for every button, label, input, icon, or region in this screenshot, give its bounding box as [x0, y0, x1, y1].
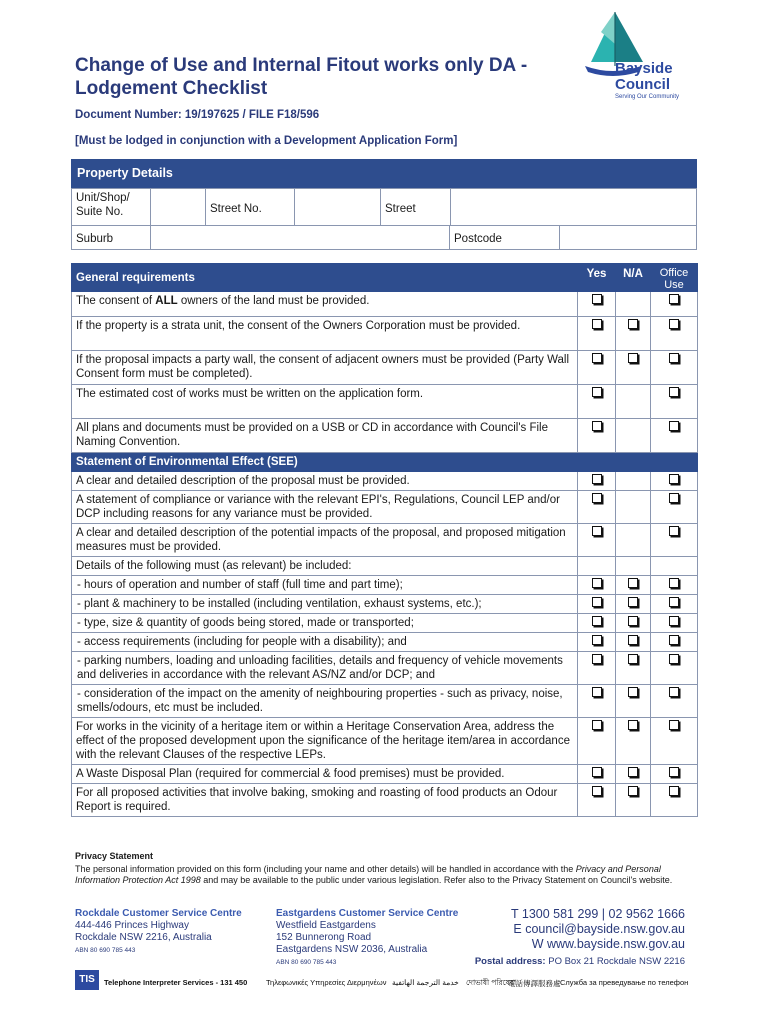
checkbox-icon[interactable] — [592, 493, 602, 503]
yes-checkbox[interactable] — [578, 633, 616, 652]
checkbox-icon[interactable] — [669, 578, 679, 588]
checklist-row — [72, 524, 698, 557]
logo-wordmark: Bayside Council — [615, 60, 673, 93]
lang-arabic: خدمة الترجمة الهاتفية — [392, 978, 459, 987]
checklist-row — [72, 685, 698, 718]
general-requirements-heading: General requirements — [72, 264, 578, 292]
requirement-text: - type, size & quantity of goods being stored, made or transported; — [72, 614, 578, 633]
na-checkbox — [616, 292, 651, 317]
checklist-row — [72, 419, 698, 453]
postal-address: Postal address: PO Box 21 Rockdale NSW 2216 — [474, 956, 685, 967]
checkbox-icon[interactable] — [592, 786, 602, 796]
requirement-text: The estimated cost of works must be written on the application form. — [72, 385, 578, 419]
checkbox-icon[interactable] — [592, 526, 602, 536]
office-use-checkbox[interactable] — [651, 491, 698, 524]
requirement-text: A Waste Disposal Plan (required for commercial & food premises) must be provided. — [72, 765, 578, 784]
yes-checkbox[interactable] — [578, 595, 616, 614]
checkbox-icon[interactable] — [592, 597, 602, 607]
checkbox-icon[interactable] — [669, 493, 679, 503]
col-na-header: N/A — [616, 264, 651, 292]
checkbox-icon[interactable] — [592, 616, 602, 626]
na-checkbox — [616, 385, 651, 419]
checkbox-icon[interactable] — [628, 635, 638, 645]
yes-checkbox[interactable] — [578, 765, 616, 784]
office-use-checkbox[interactable] — [651, 317, 698, 351]
na-checkbox[interactable] — [616, 718, 651, 765]
rockdale-title: Rockdale Customer Service Centre — [75, 908, 242, 919]
requirement-text: If the property is a strata unit, the consent of the Owners Corporation must be provided. — [72, 317, 578, 351]
yes-checkbox[interactable] — [578, 419, 616, 453]
requirement-text: The consent of ALL owners of the land must be provided. — [72, 292, 578, 317]
checkbox-icon[interactable] — [592, 387, 602, 397]
email-link[interactable]: E council@bayside.nsw.gov.au — [513, 922, 685, 936]
interpreter-service: Telephone Interpreter Services - 131 450 — [104, 978, 248, 987]
checkbox-icon[interactable] — [628, 786, 638, 796]
checkbox-icon[interactable] — [669, 635, 679, 645]
checklist-row — [72, 385, 698, 419]
street-no-label: Street No. — [205, 188, 295, 226]
requirement-text: - plant & machinery to be installed (including ventilation, exhaust systems, etc.); — [72, 595, 578, 614]
website-link[interactable]: W www.bayside.nsw.gov.au — [531, 937, 685, 951]
page-title: Change of Use and Internal Fitout works only DA - Lodgement Checklist — [75, 55, 528, 99]
na-checkbox[interactable] — [616, 685, 651, 718]
checklist-row — [72, 718, 698, 765]
na-checkbox[interactable] — [616, 784, 651, 817]
office-use-checkbox[interactable] — [651, 633, 698, 652]
checkbox-icon[interactable] — [592, 421, 602, 431]
checkbox-icon[interactable] — [628, 353, 638, 363]
see-heading: Statement of Environmental Effect (SEE) — [72, 453, 698, 472]
rockdale-centre: Rockdale Customer Service Centre 444-446 Princes Highway Rockdale NSW 2216, Australia ABN 80 690 785 443 — [75, 908, 242, 954]
privacy-text: The personal information provided on this form (including your name and other details) will be handled in accordance with the Privacy and Personal Information Protection Act 1998 and may be available to the public under various legislation. Refer also to the Privacy Statement on Council's website. — [75, 864, 673, 885]
checkbox-icon[interactable] — [592, 687, 602, 697]
lang-chinese: 電話傳譯服務處 — [508, 979, 561, 988]
yes-checkbox[interactable] — [578, 524, 616, 557]
requirement-text: - hours of operation and number of staff (full time and part time); — [72, 576, 578, 595]
na-checkbox[interactable] — [616, 633, 651, 652]
checkbox-icon[interactable] — [669, 654, 679, 664]
requirement-text: A statement of compliance or variance with the relevant EPI's, Regulations, Council LEP and/or DCP including reasons for any variance must be provided. — [72, 491, 578, 524]
checkbox-icon[interactable] — [628, 654, 638, 664]
checklist-row — [72, 351, 698, 385]
office-use-checkbox[interactable] — [651, 595, 698, 614]
na-checkbox[interactable] — [616, 652, 651, 685]
office-use-checkbox[interactable] — [651, 652, 698, 685]
document-number: Document Number: 19/197625 / FILE F18/596 — [75, 109, 320, 121]
suburb-label: Suburb — [71, 225, 151, 250]
interpreter-icon: TIS — [75, 970, 99, 990]
na-checkbox[interactable] — [616, 351, 651, 385]
checkbox-icon[interactable] — [669, 616, 679, 626]
na-checkbox — [616, 419, 651, 453]
property-details-heading: Property Details — [71, 159, 697, 188]
checklist-row — [72, 765, 698, 784]
checklist-row — [72, 784, 698, 817]
na-checkbox[interactable] — [616, 576, 651, 595]
requirement-text: For works in the vicinity of a heritage item or within a Heritage Conservation Area, address the effect of the proposed development upon the significance of the heritage item/area in accordance with the relevant Clauses of the respective LEPs. — [72, 718, 578, 765]
checkbox-icon[interactable] — [628, 319, 638, 329]
yes-checkbox[interactable] — [578, 491, 616, 524]
unit-field[interactable] — [150, 188, 206, 226]
postcode-label: Postcode — [449, 225, 560, 250]
checkbox-icon[interactable] — [669, 526, 679, 536]
checkbox-icon[interactable] — [592, 319, 602, 329]
checkbox-icon[interactable] — [592, 474, 602, 484]
requirement-text: All plans and documents must be provided on a USB or CD in accordance with Council's File Naming Convention. — [72, 419, 578, 453]
checkbox-icon[interactable] — [669, 353, 679, 363]
checkbox-icon[interactable] — [669, 786, 679, 796]
office-use-checkbox — [651, 557, 698, 576]
checklist-row — [72, 292, 698, 317]
street-label: Street — [380, 188, 451, 226]
privacy-heading: Privacy Statement — [75, 851, 154, 861]
requirement-text: A clear and detailed description of the potential impacts of the proposal, and proposed mitigation measures must be provided. — [72, 524, 578, 557]
lodge-note: [Must be lodged in conjunction with a Development Application Form] — [75, 135, 458, 147]
col-yes-header: Yes — [578, 264, 616, 292]
checklist-row — [72, 557, 698, 576]
checkbox-icon[interactable] — [669, 720, 679, 730]
checkbox-icon[interactable] — [628, 578, 638, 588]
requirement-text: - parking numbers, loading and unloading facilities, details and frequency of vehicle movements and deliveries in accordance with the relevant AS/NZ and/or DCP; and — [72, 652, 578, 685]
contact-block — [475, 907, 685, 969]
checklist-row — [72, 576, 698, 595]
office-use-checkbox[interactable] — [651, 685, 698, 718]
logo-tagline: Serving Our Community — [615, 94, 680, 100]
checkbox-icon[interactable] — [628, 767, 638, 777]
office-use-checkbox[interactable] — [651, 784, 698, 817]
checkbox-icon[interactable] — [669, 597, 679, 607]
checkbox-icon[interactable] — [628, 720, 638, 730]
yes-checkbox[interactable] — [578, 685, 616, 718]
checkbox-icon[interactable] — [669, 421, 679, 431]
checkbox-icon[interactable] — [669, 319, 679, 329]
office-use-checkbox[interactable] — [651, 472, 698, 491]
yes-checkbox[interactable] — [578, 614, 616, 633]
eastgardens-title: Eastgardens Customer Service Centre — [276, 908, 459, 919]
yes-checkbox[interactable] — [578, 317, 616, 351]
office-use-checkbox[interactable] — [651, 576, 698, 595]
checkbox-icon[interactable] — [592, 353, 602, 363]
yes-checkbox[interactable] — [578, 652, 616, 685]
checklist-row — [72, 633, 698, 652]
checkbox-icon[interactable] — [669, 387, 679, 397]
requirement-text: A clear and detailed description of the proposal must be provided. — [72, 472, 578, 491]
office-use-checkbox[interactable] — [651, 351, 698, 385]
yes-checkbox — [578, 557, 616, 576]
eastgardens-centre: Eastgardens Customer Service Centre Westfield Eastgardens 152 Bunnerong Road Eastgardens NSW 2036, Australia ABN 80 690 785 443 — [276, 908, 459, 966]
office-use-checkbox[interactable] — [651, 765, 698, 784]
yes-checkbox[interactable] — [578, 718, 616, 765]
checkbox-icon[interactable] — [592, 635, 602, 645]
na-checkbox[interactable] — [616, 595, 651, 614]
street-no-field[interactable] — [294, 188, 381, 226]
see-heading-row — [72, 453, 698, 472]
office-use-checkbox[interactable] — [651, 718, 698, 765]
checkbox-icon[interactable] — [592, 578, 602, 588]
checkbox-icon[interactable] — [592, 767, 602, 777]
checklist-row — [72, 472, 698, 491]
yes-checkbox[interactable] — [578, 472, 616, 491]
office-use-checkbox[interactable] — [651, 419, 698, 453]
checkbox-icon[interactable] — [592, 720, 602, 730]
yes-checkbox[interactable] — [578, 576, 616, 595]
checkbox-icon[interactable] — [592, 654, 602, 664]
requirement-text: - consideration of the impact on the amenity of neighbouring properties - such as privacy, noise, smells/odours, etc must be included. — [72, 685, 578, 718]
na-checkbox — [616, 491, 651, 524]
yes-checkbox[interactable] — [578, 351, 616, 385]
na-checkbox — [616, 524, 651, 557]
unit-label: Unit/Shop/ Suite No. — [71, 188, 151, 226]
checklist-table — [71, 263, 698, 817]
checkbox-icon[interactable] — [669, 687, 679, 697]
lang-greek: Τηλεφωνικές Υπηρεσίες Διερμηνέων — [266, 978, 387, 987]
office-use-checkbox[interactable] — [651, 292, 698, 317]
na-checkbox — [616, 557, 651, 576]
postcode-field[interactable] — [559, 225, 697, 250]
checkbox-icon[interactable] — [628, 687, 638, 697]
yes-checkbox[interactable] — [578, 385, 616, 419]
col-office-header: Office Use — [651, 264, 698, 292]
suburb-field[interactable] — [150, 225, 450, 250]
yes-checkbox[interactable] — [578, 292, 616, 317]
na-checkbox — [616, 472, 651, 491]
requirement-text: Details of the following must (as relevant) be included: — [72, 557, 578, 576]
checklist-row — [72, 595, 698, 614]
lang-macedonian: Служба за преведување по телефон — [560, 978, 689, 987]
checklist-row — [72, 652, 698, 685]
requirement-text: If the proposal impacts a party wall, the consent of adjacent owners must be provided (Party Wall Consent form must be completed). — [72, 351, 578, 385]
office-use-checkbox[interactable] — [651, 524, 698, 557]
street-field[interactable] — [450, 188, 697, 226]
lang-bengali: দোভাষী পরিষেবা — [466, 978, 517, 987]
checkbox-icon[interactable] — [669, 767, 679, 777]
general-heading-row — [72, 264, 698, 292]
phone-number[interactable]: T 1300 581 299 | 02 9562 1666 — [510, 907, 685, 921]
checkbox-icon[interactable] — [592, 294, 602, 304]
na-checkbox[interactable] — [616, 614, 651, 633]
checkbox-icon[interactable] — [669, 474, 679, 484]
checklist-row — [72, 614, 698, 633]
checklist-row — [72, 317, 698, 351]
requirement-text: - access requirements (including for people with a disability); and — [72, 633, 578, 652]
requirement-text: For all proposed activities that involve baking, smoking and roasting of food products an Odour Report is required. — [72, 784, 578, 817]
checkbox-icon[interactable] — [628, 616, 638, 626]
na-checkbox[interactable] — [616, 317, 651, 351]
yes-checkbox[interactable] — [578, 784, 616, 817]
checkbox-icon[interactable] — [628, 597, 638, 607]
checklist-row — [72, 491, 698, 524]
na-checkbox[interactable] — [616, 765, 651, 784]
office-use-checkbox[interactable] — [651, 614, 698, 633]
office-use-checkbox[interactable] — [651, 385, 698, 419]
checkbox-icon[interactable] — [669, 294, 679, 304]
